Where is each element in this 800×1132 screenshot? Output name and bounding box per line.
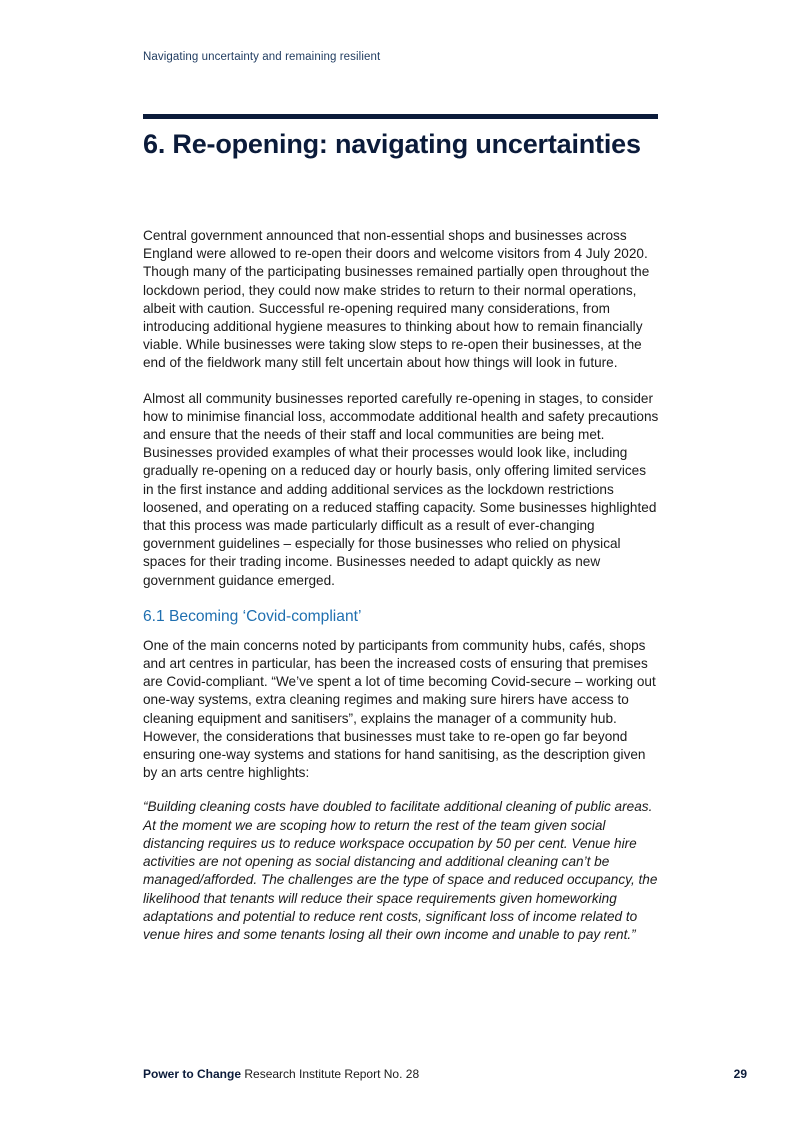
main-content <box>143 227 659 944</box>
section-subheading: 6.1 Becoming ‘Covid-compliant’ <box>143 607 362 625</box>
title-rule <box>143 114 658 119</box>
body-paragraph: Central government announced that non-essential shops and businesses across England were allowed to re-open their doors and welcome visitors from 4 July 2020. Though many of the participating businesses remained partially open throughout the lockdown period, they could now make strides to return to their normal operations, albeit with caution. Successful re-opening required many considerations, from introducing additional hygiene measures to thinking about how to remain financially viable. While businesses were taking slow steps to re-open their businesses, at the end of the fieldwork many still felt uncertain about how things will look in future. <box>143 228 650 371</box>
footer-brand: Power to Change <box>143 1067 242 1081</box>
footer-report: Research Institute Report No. 28 <box>244 1067 420 1081</box>
footer-citation <box>143 1067 419 1081</box>
block-quote: “Building cleaning costs have doubled to facilitate additional cleaning of public areas. At the moment we are scoping how to return the rest of the team given social distancing requires us to reduce workspace occupation by 50 per cent. Venue hire activities are not opening as social distancing and additional cleaning can’t be managed/afforded. The challenges are the type of space and reduced occupancy, the likelihood that tenants will reduce their space requirements given homeworking adaptations and potential to reduce rent costs, significant loss of income related to venue hires and some tenants losing all their own income and unable to pay rent.” <box>143 799 658 942</box>
running-header: Navigating uncertainty and remaining resilient <box>143 51 381 63</box>
body-paragraph: One of the main concerns noted by participants from community hubs, cafés, shops and art centres in particular, has been the increased costs of ensuring that premises are Covid-compliant. “We’ve spent a lot of time becoming Covid-secure – working out one-way systems, extra cleaning regimes and making sure hirers have access to cleaning equipment and sanitisers”, explains the manager of a community hub. However, the considerations that businesses must take to re-open go far beyond ensuring one-way systems and stations for hand sanitising, as the description given by an arts centre highlights: <box>143 637 656 781</box>
body-paragraph: Almost all community businesses reported carefully re-opening in stages, to consider how to minimise financial loss, accommodate additional health and safety precautions and ensure that the needs of their staff and local communities are being met. Businesses provided examples of what their processes would look like, including gradually re-opening on a reduced day or hourly basis, only offering limited services in the first instance and adding additional services as the lockdown restrictions loosened, and operating on a reduced staffing capacity. Some businesses highlighted that this process was made particularly difficult as a result of ever-changing government guidelines – especially for those businesses who relied on physical spaces for their trading income. Businesses needed to adapt quickly as new government guidance emerged. <box>143 390 659 588</box>
page-title: 6. Re-opening: navigating uncertainties <box>143 129 641 159</box>
page-number: 29 <box>733 1067 747 1081</box>
